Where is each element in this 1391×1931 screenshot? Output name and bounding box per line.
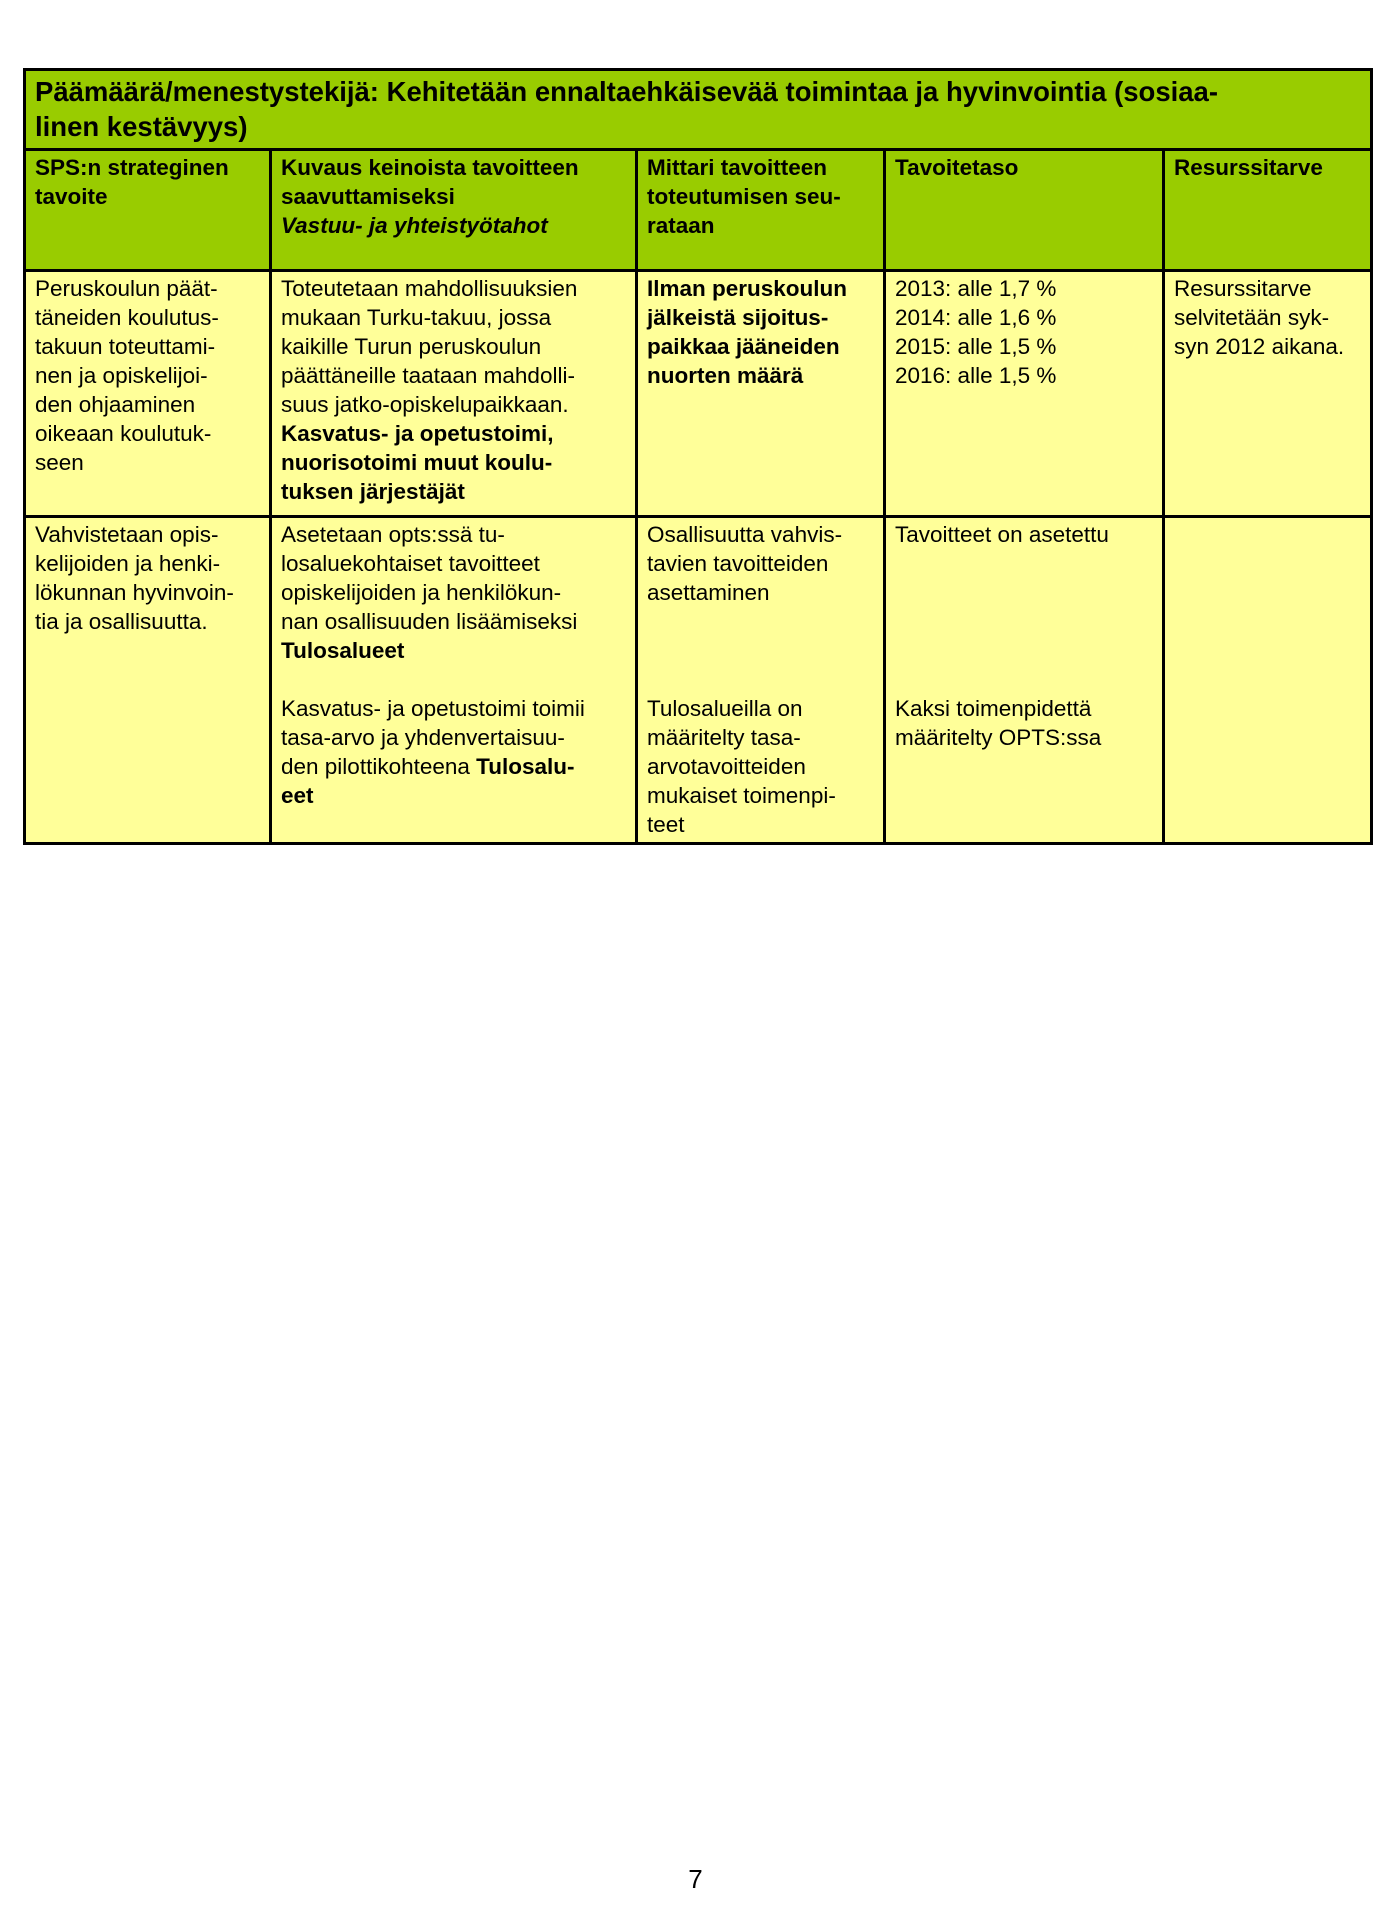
row2-description	[271, 517, 637, 844]
header-text: rataan	[647, 213, 715, 238]
cell-line: tasa-arvo ja yhdenvertaisuu-	[281, 725, 565, 750]
cell-line: takuun toteuttami-	[35, 334, 216, 359]
cell-line: opiskelijoiden ja henkilökun-	[281, 580, 562, 605]
header-description	[271, 150, 637, 271]
table-row	[25, 517, 1372, 844]
cell-line: Vahvistetaan opis-	[35, 522, 219, 547]
header-text: Mittari tavoitteen	[647, 155, 828, 180]
spacer	[647, 607, 874, 636]
cell-line: kelijoiden ja henki-	[35, 551, 221, 576]
header-subtext: Vastuu- ja yhteistyötahot	[281, 213, 548, 238]
target-year: 2014: alle 1,6 %	[895, 305, 1057, 330]
cell-line: Kasvatus- ja opetustoimi toimii	[281, 696, 585, 721]
cell-line: paikkaa jääneiden	[647, 334, 840, 359]
responsible-parties: eet	[281, 783, 314, 808]
target-year: 2013: alle 1,7 %	[895, 276, 1057, 301]
cell-line: arvotavoitteiden	[647, 754, 806, 779]
header-metric	[637, 150, 885, 271]
cell-line: tavien tavoitteiden	[647, 551, 829, 576]
spacer	[895, 607, 1153, 636]
header-text: Resurssitarve	[1174, 155, 1323, 180]
goal-title-row	[25, 70, 1372, 150]
cell-line: nen ja opiskelijoi-	[35, 363, 208, 388]
cell-line: tia ja osallisuutta.	[35, 609, 208, 634]
cell-line: Kaksi toimenpidettä	[895, 696, 1092, 721]
cell-line	[281, 752, 626, 781]
header-text: Kuvaus keinoista tavoitteen	[281, 155, 579, 180]
goal-title	[25, 70, 1372, 150]
cell-line: asettaminen	[647, 580, 770, 605]
row2-resources	[1164, 517, 1372, 844]
row1-metric	[637, 271, 885, 517]
cell-line: kaikille Turun peruskoulun	[281, 334, 542, 359]
cell-line: Resurssitarve	[1174, 276, 1312, 301]
header-target-level	[885, 150, 1164, 271]
spacer	[895, 665, 1153, 694]
cell-line: mukaan Turku-takuu, jossa	[281, 305, 552, 330]
cell-line: lökunnan hyvinvoin-	[35, 580, 234, 605]
spacer	[647, 636, 874, 665]
row2-metric	[637, 517, 885, 844]
responsible-parties: nuorisotoimi muut koulu-	[281, 450, 553, 475]
goal-table	[23, 68, 1373, 845]
cell-line: nuorten määrä	[647, 363, 804, 388]
responsible-parties: Tulosalu-	[476, 754, 575, 779]
cell-line: oikeaan koulutuk-	[35, 421, 212, 446]
header-text: saavuttamiseksi	[281, 184, 455, 209]
cell-line: losaluekohtaiset tavoitteet	[281, 551, 540, 576]
spacer	[895, 636, 1153, 665]
table-row	[25, 271, 1372, 517]
row1-description	[271, 271, 637, 517]
header-text: tavoite	[35, 184, 108, 209]
target-year: 2015: alle 1,5 %	[895, 334, 1057, 359]
spacer	[647, 665, 874, 694]
cell-line: seen	[35, 450, 84, 475]
header-resources	[1164, 150, 1372, 271]
cell-line: Tavoitteet on asetettu	[895, 522, 1109, 547]
cell-line: määritelty OPTS:ssa	[895, 725, 1102, 750]
row2-targets	[885, 517, 1164, 844]
cell-line: nan osallisuuden lisäämiseksi	[281, 609, 578, 634]
cell-line: Toteutetaan mahdollisuuksien	[281, 276, 578, 301]
cell-line: teet	[647, 812, 685, 837]
cell-line: täneiden koulutus-	[35, 305, 219, 330]
spacer	[895, 578, 1153, 607]
row1-targets	[885, 271, 1164, 517]
cell-line: Osallisuutta vahvis-	[647, 522, 843, 547]
target-year: 2016: alle 1,5 %	[895, 363, 1057, 388]
header-strategic-goal	[25, 150, 271, 271]
cell-line: Ilman peruskoulun	[647, 276, 848, 301]
header-text: Tavoitetaso	[895, 155, 1019, 180]
cell-line: selvitetään syk-	[1174, 305, 1330, 330]
spacer	[895, 549, 1153, 578]
responsible-parties: tuksen järjestäjät	[281, 479, 465, 504]
responsible-parties: Kasvatus- ja opetustoimi,	[281, 421, 554, 446]
goal-title-line: Päämäärä/menestystekijä: Kehitetään ennaltaehkäisevää toimintaa ja hyvinvointia (sosiaa-	[35, 76, 1219, 107]
row1-resources	[1164, 271, 1372, 517]
responsible-parties: Tulosalueet	[281, 638, 405, 663]
spacer	[281, 665, 626, 694]
cell-line: syn 2012 aikana.	[1174, 334, 1345, 359]
row2-goal	[25, 517, 271, 844]
cell-line: jälkeistä sijoitus-	[647, 305, 829, 330]
cell-line: määritelty tasa-	[647, 725, 801, 750]
cell-line: Tulosalueilla on	[647, 696, 803, 721]
cell-text: den pilottikohteena	[281, 754, 477, 779]
cell-line: päättäneille taataan mahdolli-	[281, 363, 575, 388]
cell-line: suus jatko-opiskelupaikkaan.	[281, 392, 569, 417]
goal-title-line: linen kestävyys)	[35, 111, 248, 142]
header-text: SPS:n strateginen	[35, 155, 229, 180]
header-text: toteutumisen seu-	[647, 184, 841, 209]
cell-line: den ohjaaminen	[35, 392, 196, 417]
cell-line: Peruskoulun päät-	[35, 276, 218, 301]
cell-line: Asetetaan opts:ssä tu-	[281, 522, 505, 547]
row1-goal	[25, 271, 271, 517]
header-row	[25, 150, 1372, 271]
page-number: 7	[688, 1864, 703, 1894]
cell-line: mukaiset toimenpi-	[647, 783, 836, 808]
